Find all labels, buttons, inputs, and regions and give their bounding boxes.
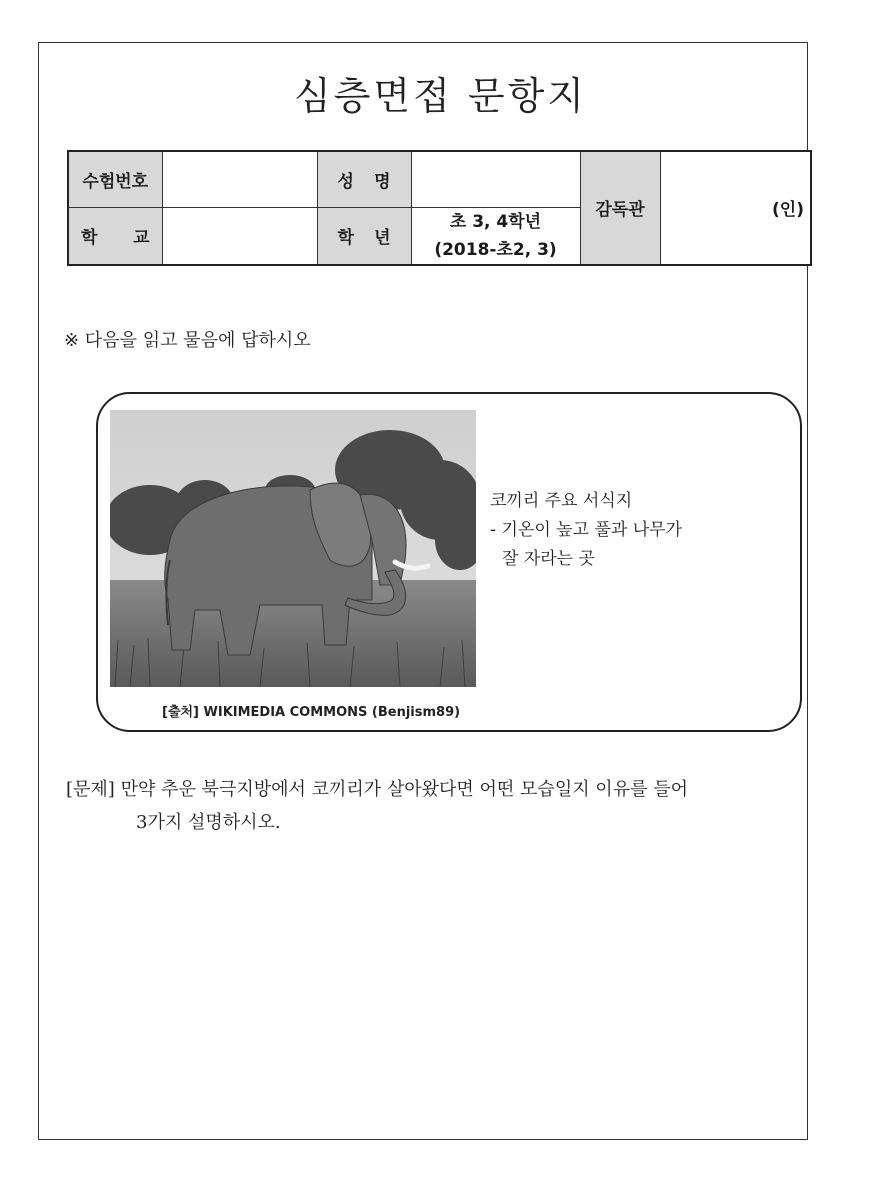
elephant-photo [110,410,476,687]
exam-number-label: 수험번호 [68,151,162,207]
name-label: 성 명 [317,151,411,207]
grade-value: 초 3, 4학년 (2018-초2, 3) [411,207,580,265]
habitat-title: 코끼리 주요 서식지 [490,491,633,511]
school-field[interactable] [162,207,317,265]
supervisor-seal: (인) [660,151,811,265]
habitat-line2: 잘 자라는 곳 [502,549,595,569]
question-label: [문제] [66,779,115,800]
page-title: 심층면접 문항지 [293,74,588,118]
question [66,773,826,839]
question-line2: 3가지 설명하시오. [136,812,281,833]
grade-label: 학 년 [317,207,411,265]
habitat-line1: - 기온이 높고 풀과 나무가 [490,520,682,540]
question-line1: 만약 추운 북극지방에서 코끼리가 살아왔다면 어떤 모습일지 이유를 들어 [120,779,688,800]
exam-number-field[interactable] [162,151,317,207]
school-label: 학 교 [68,207,162,265]
habitat-text [490,487,682,574]
info-table [67,150,812,266]
image-caption: [출처] WIKIMEDIA COMMONS (Benjism89) [162,705,461,720]
instruction-text: ※ 다음을 읽고 물음에 답하시오 [64,330,311,351]
supervisor-label: 감독관 [580,151,660,265]
name-field[interactable] [411,151,580,207]
